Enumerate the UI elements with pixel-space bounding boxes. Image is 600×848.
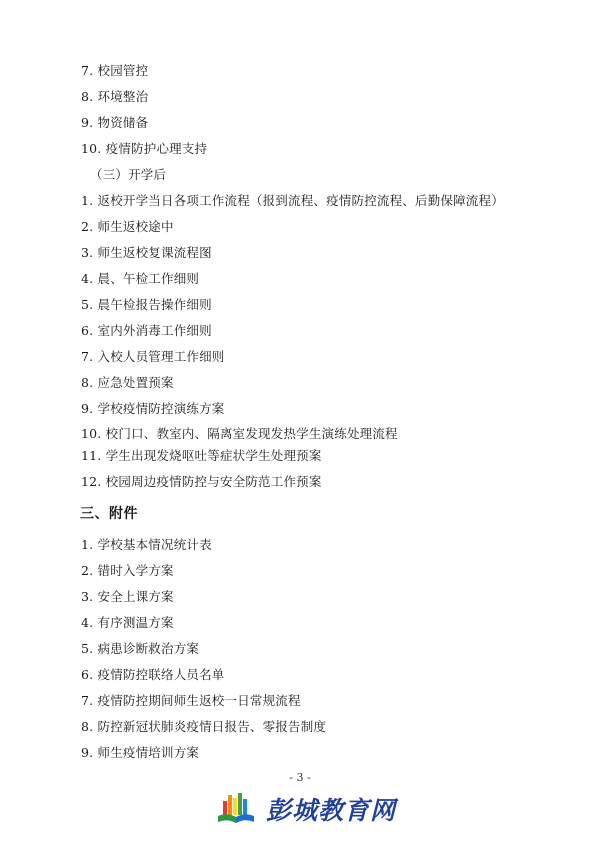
list-item: 10. 疫情防护心理支持: [81, 141, 208, 156]
list-item: 1. 返校开学当日各项工作流程（报到流程、疫情防控流程、后勤保障流程）: [81, 193, 504, 208]
list-item: 6. 疫情防控联络人员名单: [81, 667, 225, 682]
list-item: 6. 室内外消毒工作细则: [81, 323, 212, 338]
list-item: 11. 学生出现发烧呕吐等症状学生处理预案: [81, 448, 322, 463]
list-item: 2. 师生返校途中: [81, 219, 174, 234]
site-logo[interactable]: [216, 788, 396, 830]
list-item: 8. 环境整治: [81, 89, 149, 104]
section-heading: 三、附件: [80, 506, 138, 522]
list-item: 7. 校园管控: [81, 63, 149, 78]
list-item: 8. 应急处置预案: [81, 375, 174, 390]
list-item: 9. 师生疫情培训方案: [81, 745, 200, 760]
list-item: 3. 安全上课方案: [81, 589, 174, 604]
list-item: 9. 物资储备: [81, 115, 149, 130]
list-item: 3. 师生返校复课流程图: [81, 245, 212, 260]
list-item: 1. 学校基本情况统计表: [81, 537, 212, 552]
page-number: - 3 -: [289, 771, 311, 784]
list-item: 5. 晨午检报告操作细则: [81, 297, 212, 312]
list-item: 2. 错时入学方案: [81, 563, 174, 578]
list-item: 8. 防控新冠状肺炎疫情日报告、零报告制度: [81, 719, 327, 734]
list-item: 7. 疫情防控期间师生返校一日常规流程: [81, 693, 301, 708]
list-item: 4. 有序测温方案: [81, 615, 174, 630]
list-item: 12. 校园周边疫情防控与安全防范工作预案: [81, 474, 322, 489]
book-icon: [216, 789, 256, 829]
logo-text: 彭城教育网: [266, 796, 397, 825]
list-item: 4. 晨、午检工作细则: [81, 271, 200, 286]
list-item: 5. 病患诊断救治方案: [81, 641, 200, 656]
list-item: 9. 学校疫情防控演练方案: [81, 401, 225, 416]
section-subheading: （三）开学后: [90, 167, 167, 182]
list-item: 7. 入校人员管理工作细则: [81, 349, 225, 364]
list-item: 10. 校门口、教室内、隔离室发现发热学生演练处理流程: [81, 426, 398, 441]
